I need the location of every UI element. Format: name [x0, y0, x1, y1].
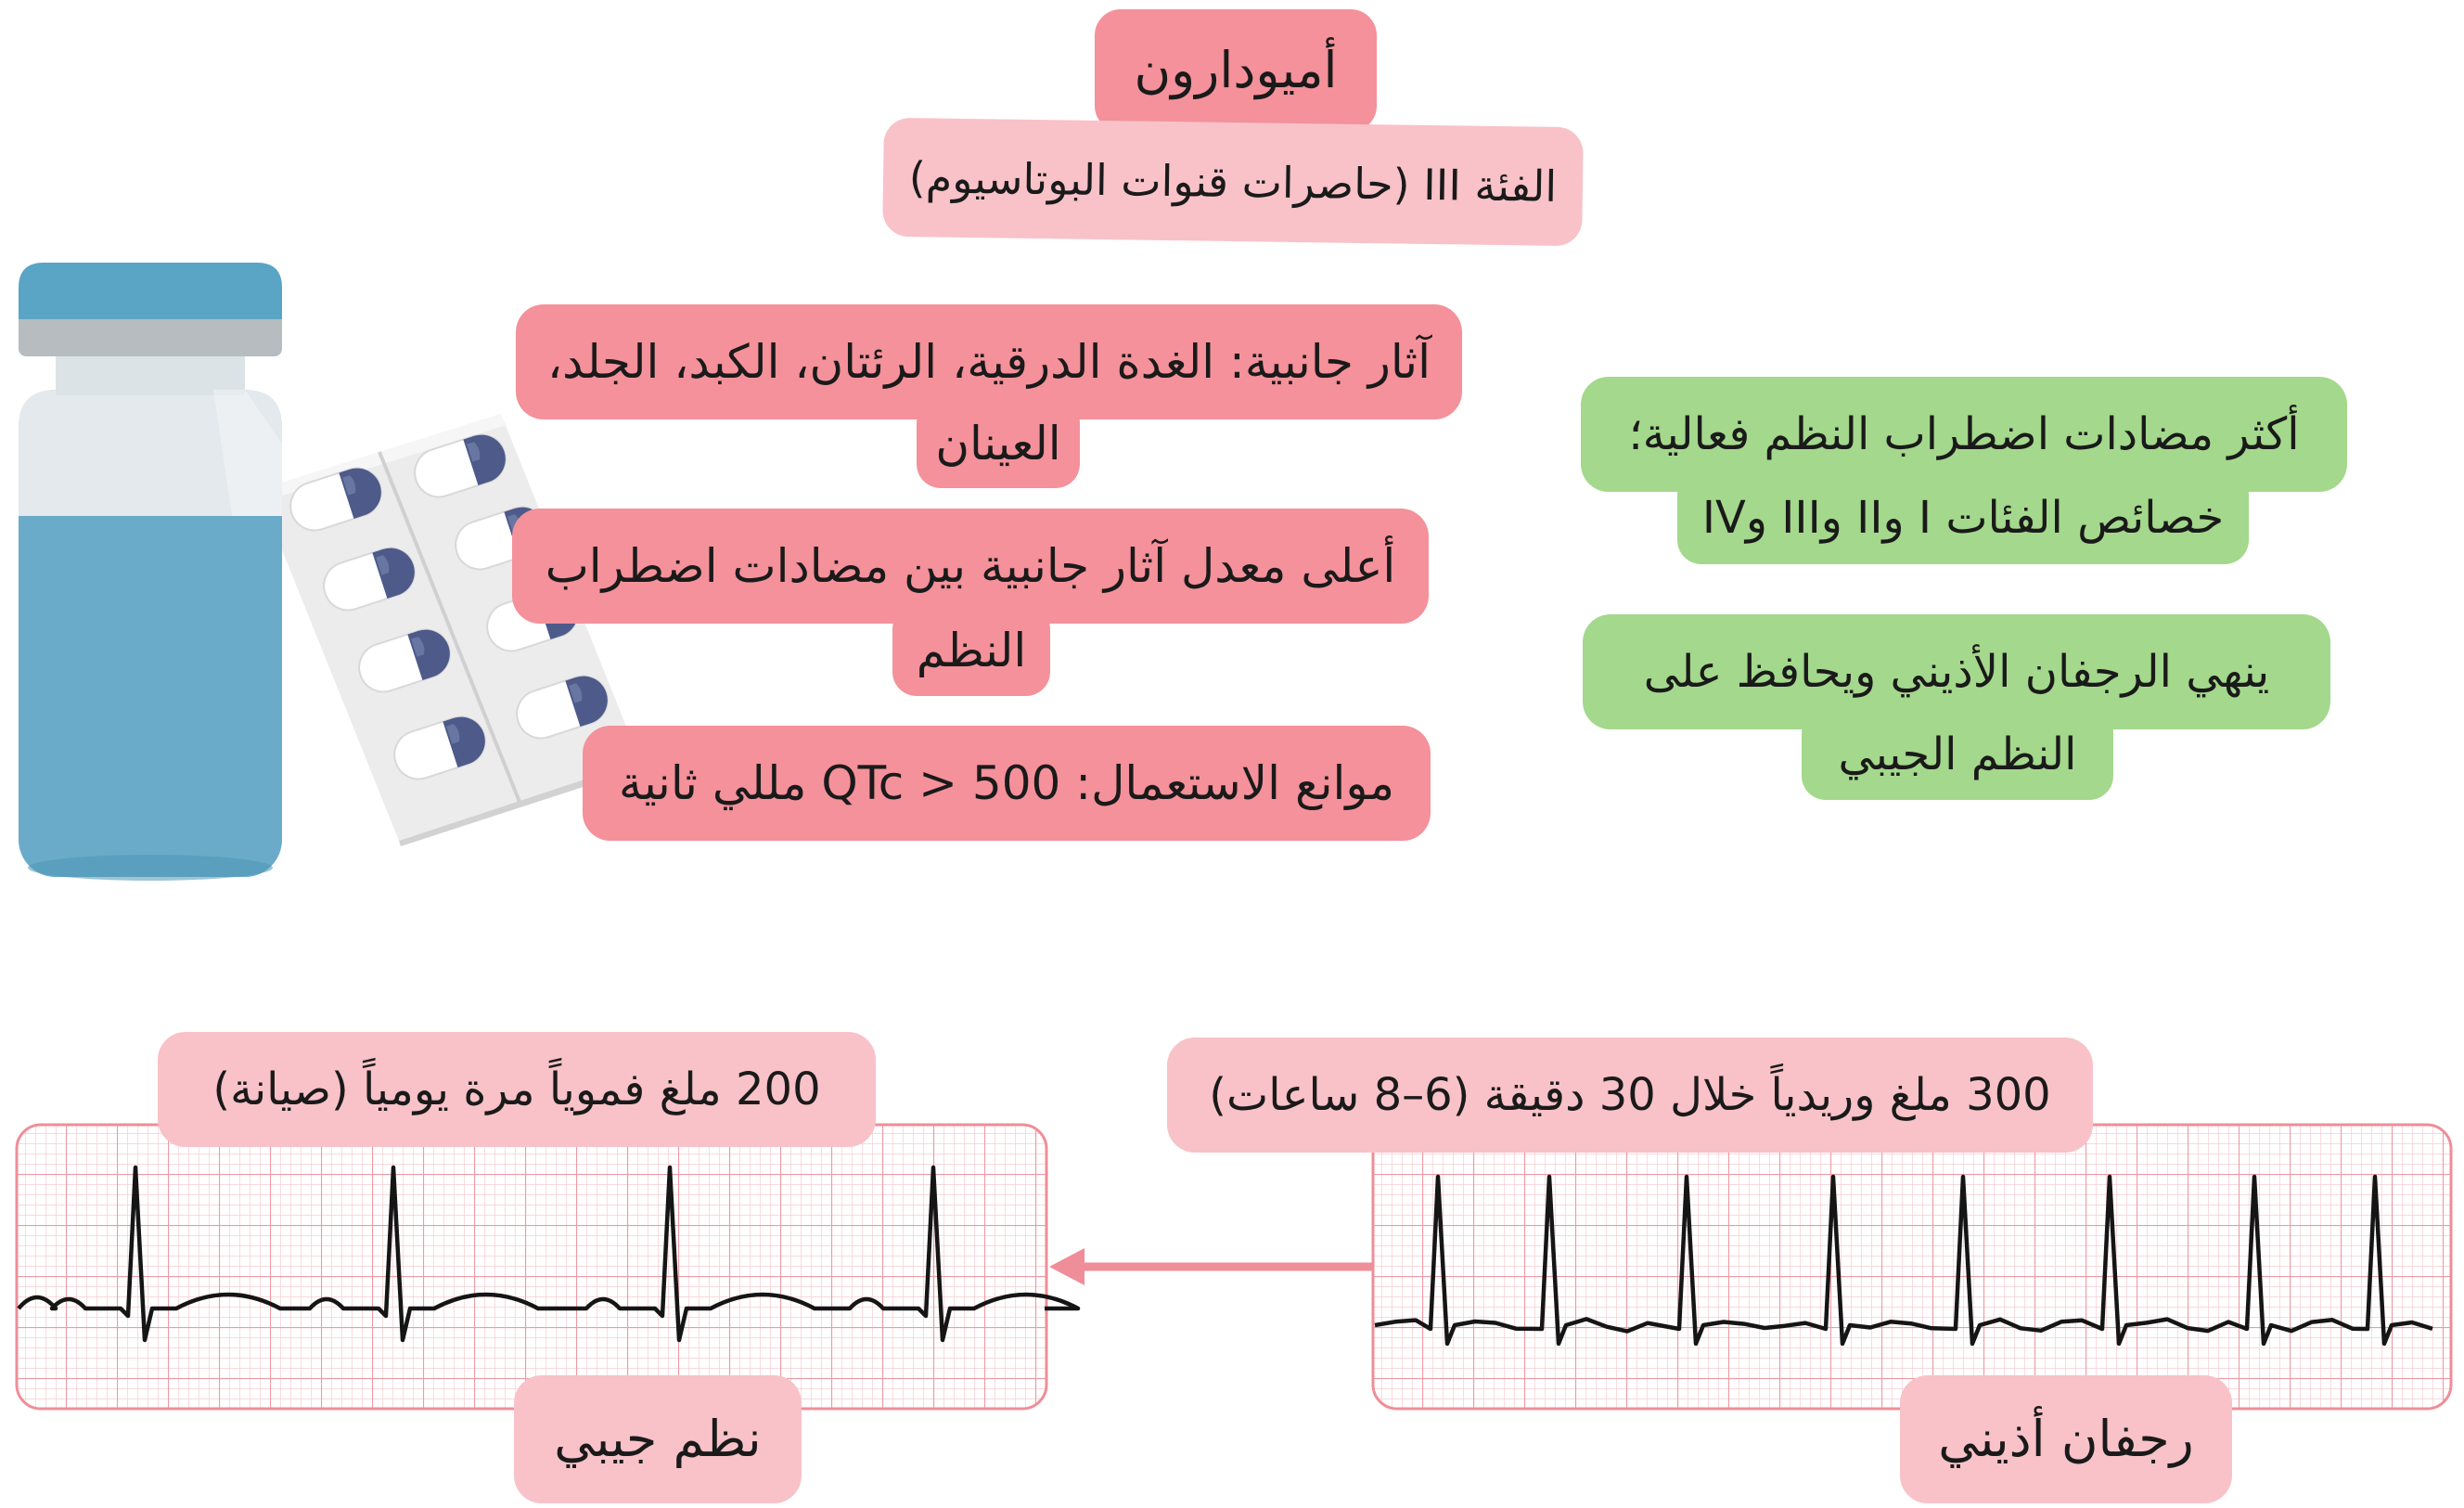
highest-rate-line2: النظم [916, 623, 1027, 677]
most-effective-line2: خصائص الفئات I وII وIII وIV [1701, 491, 2225, 544]
side-effects-line2: العينان [935, 416, 1061, 470]
highest-side-effect-rate-box-tail [892, 605, 1050, 696]
iv-dose-text: 300 ملغ وريدياً خلال 30 دقيقة (6–8 ساعات) [1209, 1068, 2051, 1121]
contraindications-text: موانع الاستعمال: QTc > 500 مللي ثانية [619, 755, 1394, 810]
atrial-fibrillation-label [1900, 1375, 2232, 1503]
side-effects-box-tail [917, 399, 1080, 488]
oral-dose-box [158, 1032, 876, 1147]
arrow-left-icon [1044, 1239, 1378, 1295]
oral-dose-text: 200 ملغ فموياً مرة يومياً (صيانة) [212, 1063, 821, 1115]
atrial-fibrillation-text: رجفان أذيني [1938, 1410, 2194, 1469]
ecg-atrial-fibrillation-strip [1371, 1123, 2453, 1411]
terminates-af-line2: النظم الجيبي [1838, 728, 2077, 780]
vial-icon [19, 263, 282, 881]
side-effects-line1: آثار جانبية: الغدة الدرقية، الرئتان، الكبد، الجلد، [547, 334, 1431, 389]
contraindications-box [583, 726, 1431, 841]
drug-class-label [882, 118, 1584, 247]
terminates-af-line1: ينهي الرجفان الأذيني ويحافظ على [1643, 645, 2270, 698]
highest-rate-line1: أعلى معدل آثار جانبية بين مضادات اضطراب [545, 538, 1396, 593]
iv-dose-box [1167, 1038, 2093, 1153]
drug-title-text: أميودارون [1134, 41, 1338, 100]
ecg-sinus-rhythm-strip [15, 1123, 1048, 1411]
drug-class-text: الفئة III (حاصرات قنوات البوتاسيوم) [908, 151, 1558, 212]
terminates-af-box-tail [1802, 709, 2113, 800]
drug-title [1095, 9, 1377, 132]
sinus-rhythm-text: نظم جيبي [554, 1410, 762, 1469]
most-effective-box-tail [1677, 471, 2249, 564]
sinus-rhythm-label [514, 1375, 802, 1503]
most-effective-line1: أكثر مضادات اضطراب النظم فعالية؛ [1628, 407, 2300, 460]
